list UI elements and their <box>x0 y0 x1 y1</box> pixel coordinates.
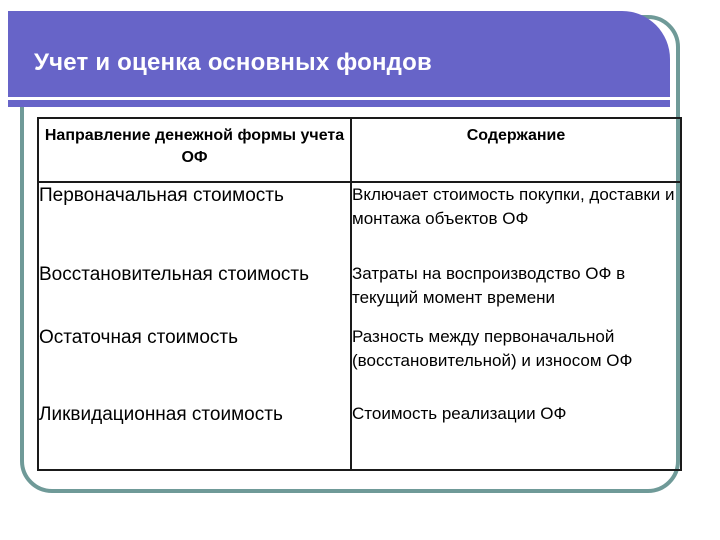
table-header-row <box>38 118 681 182</box>
row-name: Восстановительная стоимость <box>38 262 351 325</box>
row-description: Затраты на воспроизводство ОФ в текущий момент времени <box>351 262 681 325</box>
table-row <box>38 325 681 402</box>
row-description: Разность между первоначальной (восстановительной) и износом ОФ <box>351 325 681 402</box>
table-row <box>38 262 681 325</box>
header-content: Содержание <box>351 118 681 182</box>
table-row <box>38 182 681 262</box>
table-row <box>38 402 681 470</box>
row-name: Ликвидационная стоимость <box>38 402 351 470</box>
row-name: Первоначальная стоимость <box>38 182 351 262</box>
title-bar <box>8 11 670 107</box>
row-description: Включает стоимость покупки, доставки и монтажа объектов ОФ <box>351 182 681 262</box>
title-divider <box>8 97 670 100</box>
row-name: Остаточная стоимость <box>38 325 351 402</box>
row-description: Стоимость реализации ОФ <box>351 402 681 470</box>
header-direction: Направление денежной формы учета ОФ <box>38 118 351 182</box>
fixed-assets-valuation-table <box>37 117 682 471</box>
slide-title: Учет и оценка основных фондов <box>34 49 432 76</box>
